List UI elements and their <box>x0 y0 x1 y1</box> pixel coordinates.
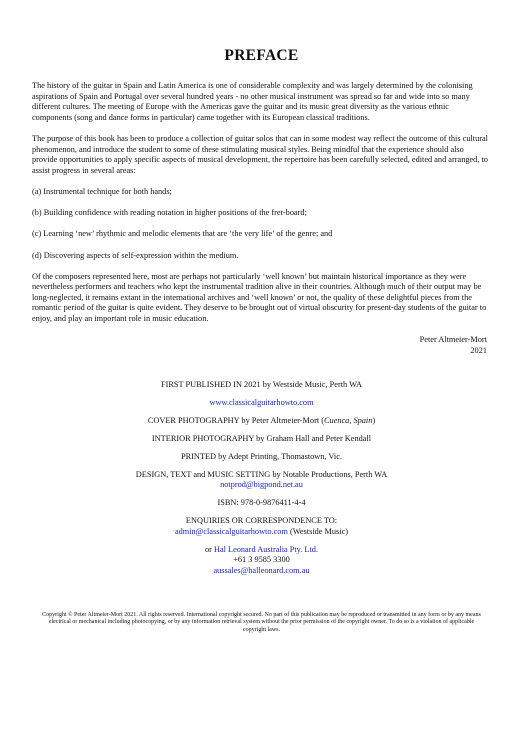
interior-photography: INTERIOR PHOTOGRAPHY by Graham Hall and Peter Kendall <box>151 434 372 444</box>
signature-year: 2021 <box>470 345 487 355</box>
cover-photo-place: Cuenca, Spain <box>323 416 373 426</box>
author-signature <box>32 335 487 356</box>
enquiries-note: (Westside Music) <box>287 526 349 536</box>
website-link[interactable]: www.classicalguitarhowto.com <box>209 398 314 408</box>
publication-credits <box>32 380 491 576</box>
preface-list-item-a: (a) Instrumental technique for both hands; <box>32 186 172 196</box>
design-email-link[interactable]: notprod@bigpond.net.au <box>220 480 303 490</box>
preface-paragraph-composers: Of the composers represented here, most are perhaps not particularly ‘well known’ but maintain historical importance as they were nevertheless performers and teachers who kept the instrumental tradition alive in their countries. Although much of their output may be long-neglected, it remains extant in the international archives and ‘well known’ or not, the quality of these delightful pieces from the romantic period of the guitar is quite evident. They deserve to be brought out of virtual obscurity for present-day students of the guitar to enjoy, and play an important role in music education. <box>32 271 487 324</box>
enquiries-heading: ENQUIRIES OR CORRESPONDENCE TO: <box>185 516 338 526</box>
preface-paragraph-purpose: The purpose of this book has been to produce a collection of guitar solos that can in some modest way reflect the outcome of this cultural phenomenon, and introduce the student to some of these stimulating musical styles. Being mindful that the experience should also provide opportunities to apply specific aspects of musical development, the repertoire has been carefully selected, edited and arranged, to assist progress in several areas: <box>32 133 488 175</box>
cover-photography: COVER PHOTOGRAPHY by Peter Altmeier-Mort (Cuenca, Spain) <box>147 416 376 426</box>
preface-list-item-c: (c) Learning ‘new’ rhythmic and melodic elements that are ‘the very life’ of the genre; and <box>32 229 333 239</box>
alternate-contact: or Hal Leonard Australia Pty. Ltd. <box>204 544 319 554</box>
preface-list-item-d: (d) Discovering aspects of self-expression within the medium. <box>32 250 239 260</box>
page-title: PREFACE <box>224 47 299 64</box>
hal-leonard-link[interactable]: Hal Leonard Australia Pty. Ltd. <box>213 544 319 554</box>
design-credit: DESIGN, TEXT and MUSIC SETTING by Notable Productions, Perth WA <box>135 469 388 479</box>
isbn: ISBN: 978-0-9876411-4-4 <box>217 498 306 508</box>
contact-phone: +61 3 9585 3300 <box>233 555 290 565</box>
hal-email-link[interactable]: aussales@halleonard.com.au <box>213 565 310 575</box>
printed-by: PRINTED by Adept Printing, Thomastown, Vic. <box>181 452 342 461</box>
first-published: FIRST PUBLISHED IN 2021 by Westside Music, Perth WA <box>160 380 362 390</box>
enquiries-email-link[interactable]: admin@classicalguitarhowto.com <box>174 526 288 536</box>
preface-paragraph-history: The history of the guitar in Spain and Latin America is one of considerable complexity and was largely determined by the colonising aspirations of Spain and Portugal over several hundred years - no other musical instrument was spread so far and wide into so many different cultures. The meeting of Europe with the Americas gave the guitar and its music great diversity as the various ethnic components (song and dance forms in particular) came together with its European classical traditions. <box>32 81 473 122</box>
copyright-notice: Copyright © Peter Altmeier-Mort 2021. All rights reserved. International copyright secured. No part of this publication may be reproduced or transmitted in any form or by any means electrical or mechanical including photocopying, or by any information retrieval system without the prior permission of the copyright owner. To do so is a violation of applicable copyright laws. <box>42 611 481 633</box>
preface-body <box>32 81 491 325</box>
preface-list-item-b: (b) Building confidence with reading notation in higher positions of the fret-board; <box>32 208 307 218</box>
enquiries-contact <box>32 527 491 538</box>
author-name: Peter Altmeier-Mort <box>419 335 487 345</box>
